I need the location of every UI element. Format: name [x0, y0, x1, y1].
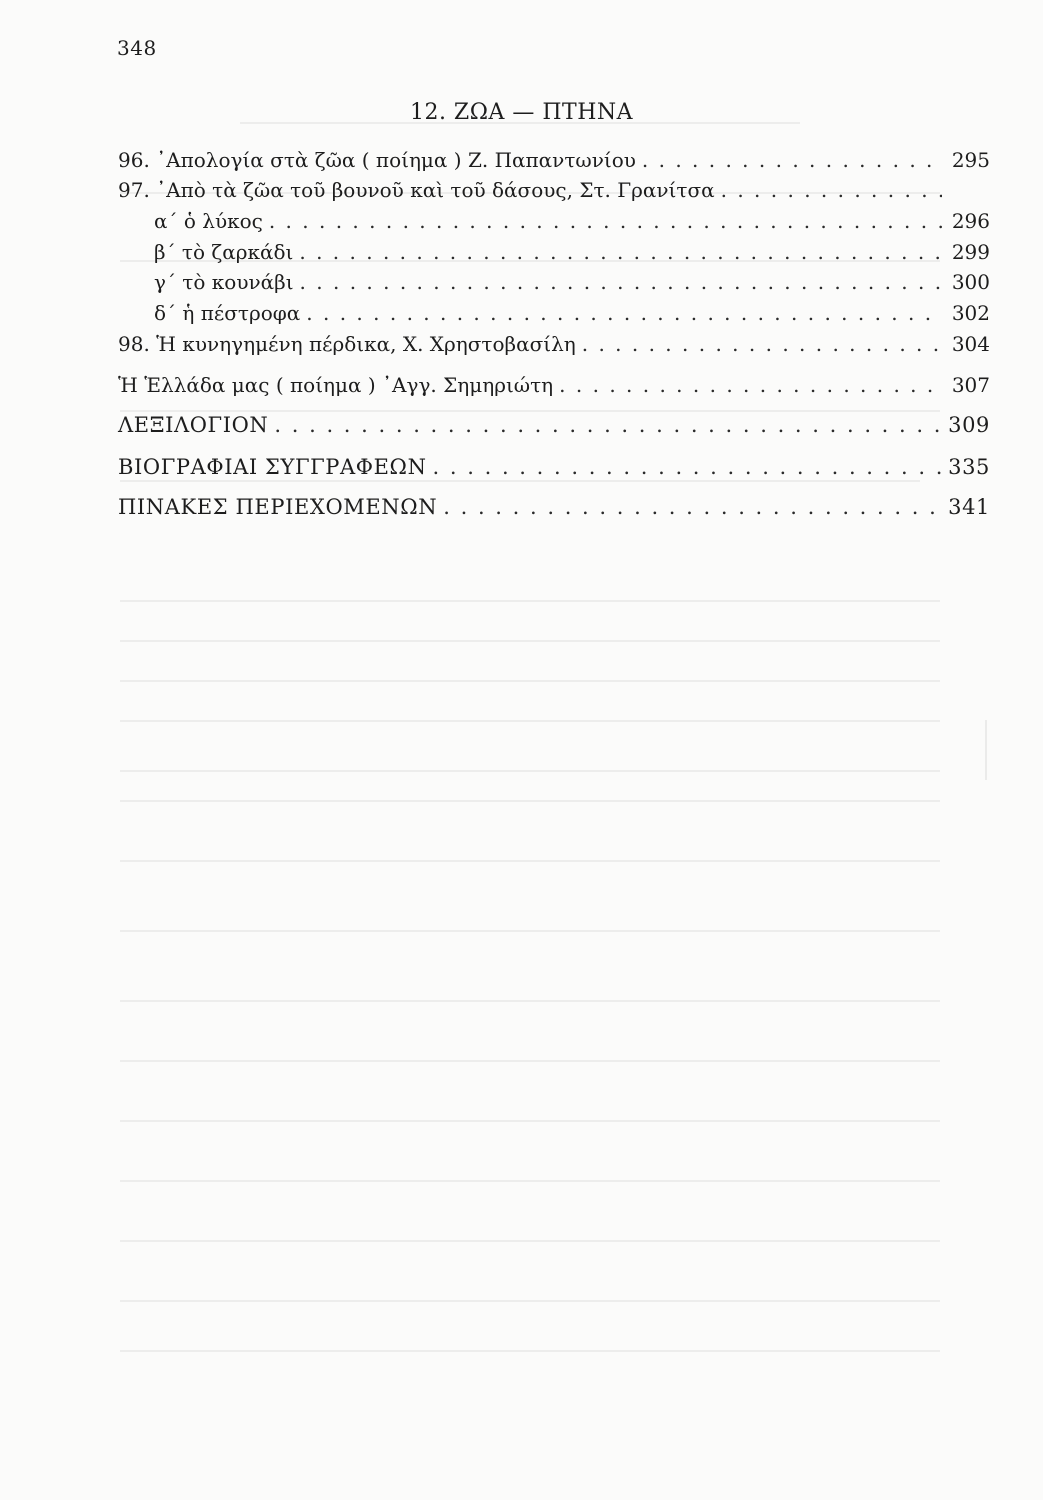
entry-page: 341: [948, 495, 990, 519]
entry-label: α΄ ὁ λύκος: [154, 209, 263, 233]
toc-entry-97: [118, 178, 990, 208]
entry-label: γ΄ τὸ κουνάβι: [154, 270, 294, 294]
toc-entry-98: [118, 332, 990, 362]
dot-leader: [299, 240, 942, 264]
dot-leader: [721, 178, 942, 202]
dot-leader: [582, 332, 942, 356]
dot-leader: [274, 413, 942, 437]
entry-page: 296: [951, 209, 990, 233]
dot-leader: [559, 373, 942, 397]
entry-label: 97. ᾿Απὸ τὰ ζῶα τοῦ βουνοῦ καὶ τοῦ δάσους, Στ. Γρανίτσα: [118, 178, 715, 202]
toc-entry-lexilogion: [118, 413, 990, 443]
dot-leader: [300, 270, 942, 294]
entry-page: 299: [951, 240, 990, 264]
entry-label: Ἡ Ἑλλάδα μας ( ποίημα ) ᾿Αγγ. Σημηριώτη: [118, 373, 554, 397]
toc-entry-poem: [118, 373, 990, 403]
toc-entry-96: [118, 148, 990, 178]
page-number: 348: [117, 36, 157, 60]
entry-page: 307: [951, 373, 990, 397]
toc-subentry-d: [118, 301, 990, 331]
dot-leader: [269, 209, 942, 233]
toc-subentry-c: [118, 270, 990, 300]
entry-page: 309: [948, 413, 990, 437]
entry-page: 300: [951, 270, 990, 294]
entry-label: ΠΙΝΑΚΕΣ ΠΕΡΙΕΧΟΜΕΝΩΝ: [118, 495, 438, 519]
entry-label: β΄ τὸ ζαρκάδι: [154, 240, 294, 264]
entry-page: 302: [951, 301, 990, 325]
entry-label: ΛΕΞΙΛΟΓΙΟΝ: [118, 413, 269, 437]
toc-subentry-a: [118, 209, 990, 239]
entry-label: δ΄ ἡ πέστροφα: [154, 301, 301, 325]
toc-subentry-b: [118, 240, 990, 270]
dot-leader: [306, 301, 942, 325]
toc-entry-contents: [118, 495, 990, 525]
entry-label: ΒΙΟΓΡΑΦΙΑΙ ΣΥΓΓΡΑΦΕΩΝ: [118, 455, 427, 479]
dot-leader: [443, 495, 942, 519]
entry-label: 98. Ἡ κυνηγημένη πέρδικα, Χ. Χρηστοβασίλη: [118, 332, 576, 356]
toc-entry-biographies: [118, 455, 990, 485]
entry-label: 96. ᾿Απολογία στὰ ζῶα ( ποίημα ) Ζ. Παπαντωνίου: [118, 148, 636, 172]
entry-page: 335: [948, 455, 990, 479]
entry-page: 295: [951, 148, 990, 172]
entry-page: 304: [951, 332, 990, 356]
dot-leader: [642, 148, 942, 172]
dot-leader: [433, 455, 942, 479]
section-heading: 12. ΖΩΑ — ΠΤΗΝΑ: [409, 100, 634, 125]
